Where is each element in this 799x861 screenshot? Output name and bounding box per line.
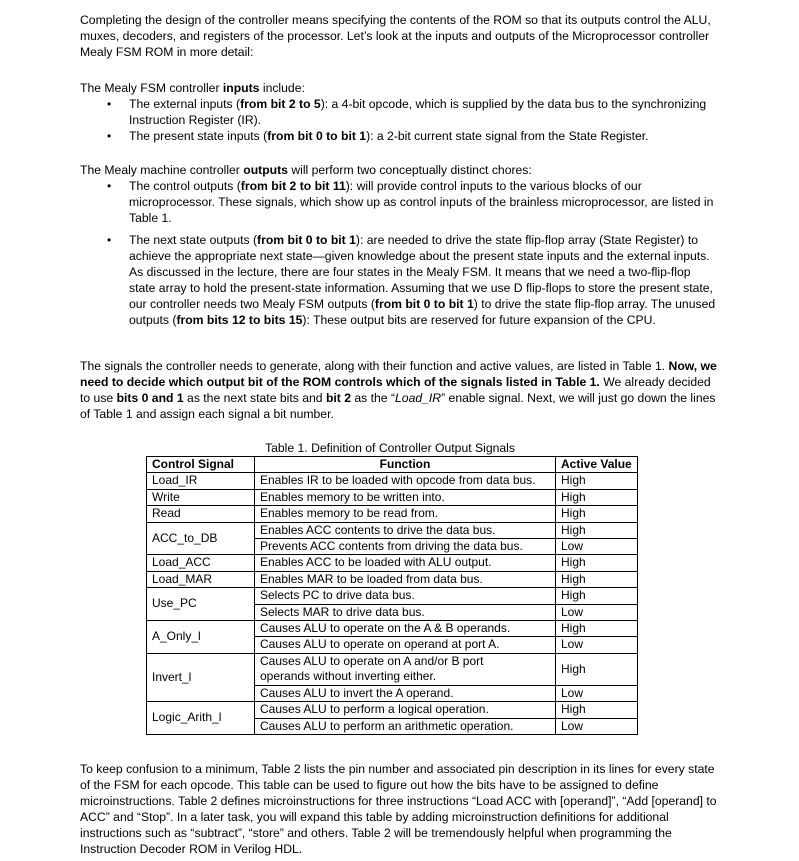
list-item: • The control outputs (from bit 2 to bit 11): will provide control inputs to the various blocks of our microprocessor. These signals, which show up as control inputs of the brainless microprocessor, are listed in Table 1. (107, 179, 714, 225)
bullet-icon: • (107, 97, 112, 111)
value-cell: High (556, 473, 638, 489)
function-cell: Causes ALU to perform a logical operation. (255, 702, 556, 718)
table-row (147, 621, 638, 637)
signal-cell: Read (147, 506, 255, 522)
outputs-list (80, 178, 720, 328)
signal-cell: Load_IR (147, 473, 255, 489)
function-cell: Enables MAR to be loaded from data bus. (255, 571, 556, 587)
value-cell: Low (556, 718, 638, 734)
value-cell: High (556, 489, 638, 505)
table-row (147, 571, 638, 587)
signal-cell: A_Only_l (147, 621, 255, 654)
function-cell: Enables ACC to be loaded with ALU output. (255, 555, 556, 571)
signal-cell: ACC_to_DB (147, 522, 255, 555)
value-cell: High (556, 653, 638, 685)
value-cell: High (556, 571, 638, 587)
value-cell: Low (556, 604, 638, 620)
bullet-icon: • (107, 129, 112, 143)
inputs-heading: The Mealy FSM controller inputs include: (80, 81, 305, 95)
value-cell: Low (556, 539, 638, 555)
column-header: Active Value (556, 457, 638, 473)
function-cell: Causes ALU to invert the A operand. (255, 685, 556, 701)
value-cell: High (556, 555, 638, 571)
table-row (147, 522, 638, 538)
table-row (147, 588, 638, 604)
table-row (147, 555, 638, 571)
function-cell: Causes ALU to operate on the A & B operands. (255, 621, 556, 637)
signal-cell: Load_MAR (147, 571, 255, 587)
signal-cell: Logic_Arith_l (147, 702, 255, 735)
value-cell: High (556, 506, 638, 522)
value-cell: High (556, 522, 638, 538)
bullet-icon: • (107, 179, 112, 193)
value-cell: Low (556, 637, 638, 653)
signal-cell: Invert_l (147, 653, 255, 701)
table-header-row (147, 457, 638, 473)
function-cell: Causes ALU to operate on operand at port A. (255, 637, 556, 653)
table-row (147, 653, 638, 685)
function-cell: Enables IR to be loaded with opcode from data bus. (255, 473, 556, 489)
signals-paragraph: The signals the controller needs to generate, along with their function and active values, are listed in Table 1. Now, we need to decide which output bit of the ROM controls which of the signals listed in Table 1. We already decided to use bits 0 and 1 as the next state bits and bit 2 as the “Load_IR” enable signal. Next, we will just go down the lines of Table 1 and assign each signal a bit number. (80, 359, 717, 421)
value-cell: High (556, 588, 638, 604)
value-cell: Low (556, 685, 638, 701)
inputs-list (80, 96, 720, 144)
function-cell: Selects MAR to drive data bus. (255, 604, 556, 620)
function-cell: Prevents ACC contents from driving the data bus. (255, 539, 556, 555)
table-row (147, 506, 638, 522)
table-row (147, 489, 638, 505)
intro-paragraph: Completing the design of the controller means specifying the contents of the ROM so that its outputs control the ALU, muxes, decoders, and registers of the processor. Let’s look at the inputs and outputs of the Microprocessor controller Mealy FSM ROM in more detail: (80, 13, 711, 59)
signal-cell: Use_PC (147, 588, 255, 621)
function-cell: Enables memory to be read from. (255, 506, 556, 522)
signal-cell: Load_ACC (147, 555, 255, 571)
value-cell: High (556, 702, 638, 718)
table-row (147, 473, 638, 489)
column-header: Control Signal (147, 457, 255, 473)
table-row (147, 702, 638, 718)
function-cell: Selects PC to drive data bus. (255, 588, 556, 604)
control-signals-table (146, 456, 638, 735)
function-cell: Enables ACC contents to drive the data bus. (255, 522, 556, 538)
closing-paragraph: To keep confusion to a minimum, Table 2 lists the pin number and associated pin description in its lines for every state of the FSM for each opcode. This table can be used to figure out how the bits have to be assigned to define microinstructions. Table 2 defines microinstructions for three instructions “Load ACC with [operand]”, “Add [operand] to ACC” and “Stop”. In a later task, you will expand this table by adding microinstruction definitions for additional instructions such as “subtract”, “store” and others. Table 2 will be tremendously helpful when programming the Instruction Decoder ROM in Verilog HDL. (80, 762, 717, 856)
value-cell: High (556, 621, 638, 637)
outputs-heading: The Mealy machine controller outputs will perform two conceptually distinct chores: (80, 163, 532, 177)
list-item: • The present state inputs (from bit 0 to bit 1): a 2-bit current state signal from the State Register. (107, 129, 649, 143)
bullet-icon: • (107, 233, 112, 247)
function-cell: Causes ALU to operate on A and/or B port operands without inverting either. (255, 653, 556, 685)
function-cell: Causes ALU to perform an arithmetic operation. (255, 718, 556, 734)
list-item: • The next state outputs (from bit 0 to bit 1): are needed to drive the state flip-flop array (State Register) to achieve the appropriate next state—given knowledge about the present state inputs and the external inputs. As discussed in the lecture, there are four states in the Mealy FSM. It means that we need a two-flip-flop state array to hold the present-state information. Assuming that we use D flip-flops to store the present state, our controller needs two Mealy FSM outputs (from bit 0 to bit 1) to drive the state flip-flop array. The unused outputs (from bits 12 to bits 15): These output bits are reserved for future expansion of the CPU. (107, 233, 716, 327)
function-cell: Enables memory to be written into. (255, 489, 556, 505)
list-item: • The external inputs (from bit 2 to 5): a 4-bit opcode, which is supplied by the data bus to the synchronizing Instruction Register (IR). (107, 97, 707, 127)
table-caption: Table 1. Definition of Controller Output Signals (265, 441, 515, 455)
signal-cell: Write (147, 489, 255, 505)
column-header: Function (255, 457, 556, 473)
